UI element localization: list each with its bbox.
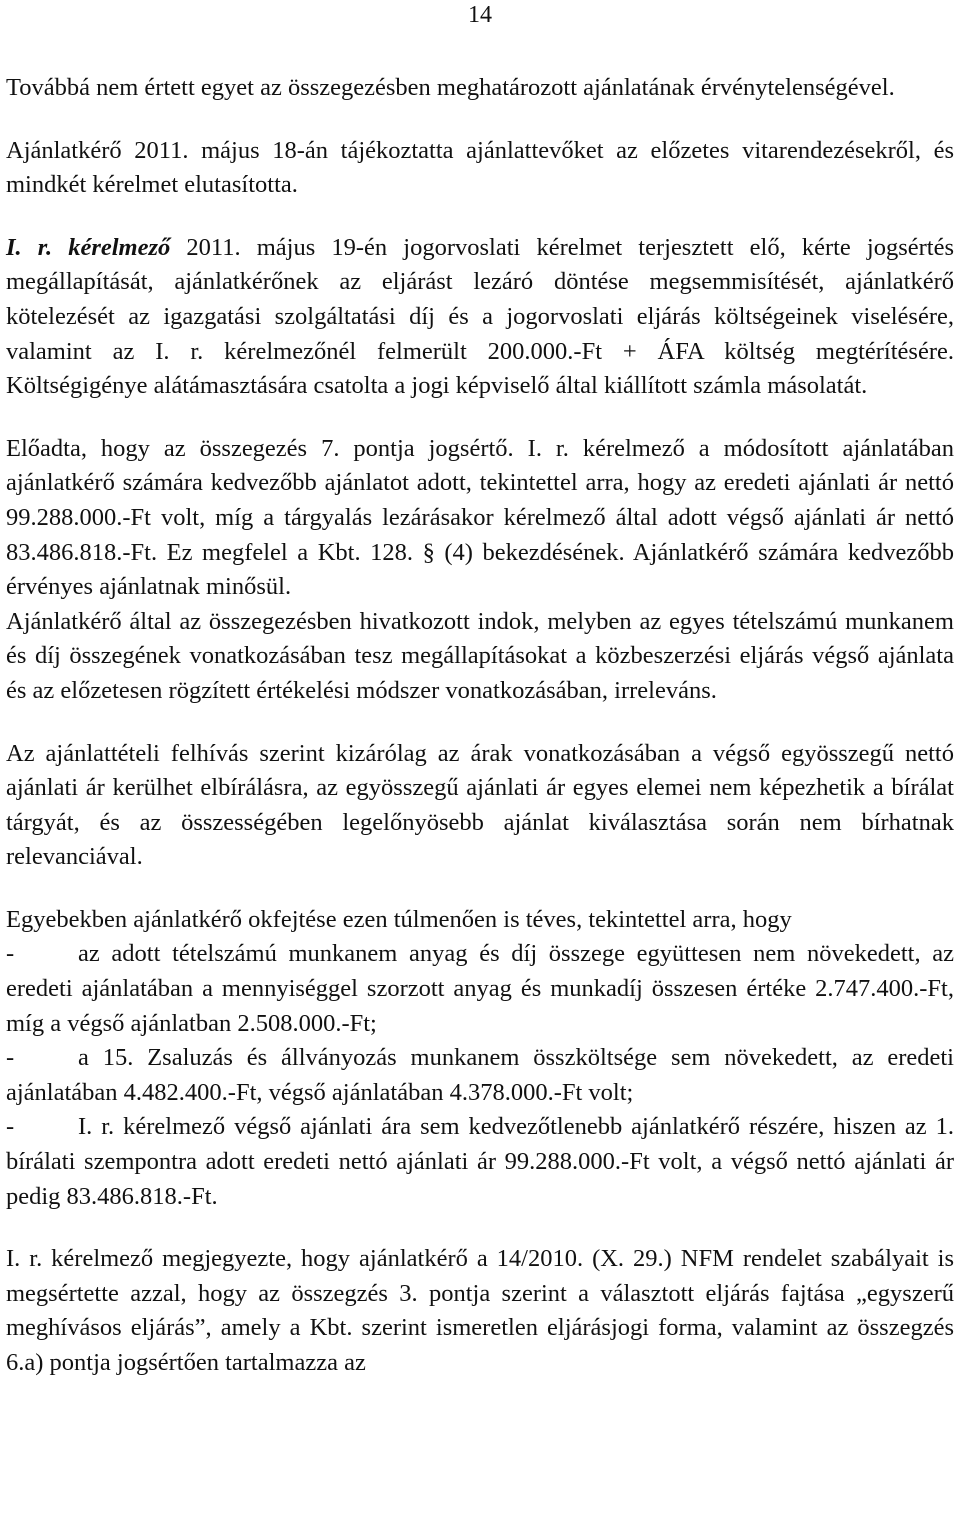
dash-marker: - (6, 940, 15, 968)
paragraph-6: Az ajánlattételi felhívás szerint kizárólag az árak vonatkozásában a végső egyösszegű nettó ajánlati ár kerülhet elbírálásra, az egyösszegű ajánlati ár egyes elemei nem képezhetik a bírálat tárgyát, és az összességében legelőnyösebb ajánlat kiválasztása során nem bírhatnak relevanciával. (6, 739, 954, 871)
dash-marker: - (6, 1044, 15, 1072)
list-item-text: I. r. kérelmező végső ajánlati ára sem kedvezőtlenebb ajánlatkérő részére, hiszen az 1. bírálati szempontra adott eredeti nettó ajánlati ár 99.288.000.-Ft volt, a végső nettó ajánlati ár pedig 83.486.818.-Ft. (6, 1113, 954, 1210)
list-item (6, 937, 954, 1041)
dash-marker: - (6, 1113, 15, 1141)
party-label: I. r. kérelmező (6, 233, 171, 261)
list-item (6, 1110, 954, 1214)
paragraph-5: Ajánlatkérő által az összegezésben hivatkozott indok, melyben az egyes tételszámú munkanem és díj összegének vonatkozásában tesz megállapításokat a közbeszerzési eljárás végső ajánlata és az előzetesen rögzített értékelési módszer vonatkozásában, irreleváns. (6, 607, 954, 704)
list-item-text: a 15. Zsaluzás és állványozás munkanem összköltsége sem növekedett, az eredeti ajánlatában 4.482.400.-Ft, végső ajánlatában 4.378.000.-Ft volt; (6, 1044, 954, 1106)
paragraph-7: Egyebekben ajánlatkérő okfejtése ezen túlmenően is téves, tekintettel arra, hogy (6, 905, 792, 933)
paragraph-2: Ajánlatkérő 2011. május 18-án tájékoztatta ajánlattevőket az előzetes vitarendezésekről, és mindkét kérelmet elutasította. (6, 136, 954, 199)
page-number: 14 (468, 2, 492, 28)
paragraph-1: Továbbá nem értett egyet az összegezésben meghatározott ajánlatának érvénytelenségével. (6, 74, 895, 101)
paragraph-3-text: 2011. május 19-én jogorvoslati kérelmet terjesztett elő, kérte jogsértés megállapítását, ajánlatkérőnek az eljárást lezáró döntése megsemmisítését, ajánlatkérő kötelezését az igazgatási szolgáltatási díj és a jogorvoslati eljárás költségeinek viselésére, valamint az I. r. kérelmezőnél felmerült 200.000.-Ft + ÁFA költség megtérítésére. Költségigénye alátámasztására csatolta a jogi képviselő által kiállított számla másolatát. (6, 233, 954, 400)
paragraph-8: I. r. kérelmező megjegyezte, hogy ajánlatkérő a 14/2010. (X. 29.) NFM rendelet szabályait is megsértette azzal, hogy az összegzés 3. pontja szerint a választott eljárás fajtása „egyszerű meghívásos eljárás”, amely a Kbt. szerint ismeretlen eljárásjogi forma, valamint az összegzés 6.a) pontja jogsértően tartalmazza az (6, 1245, 954, 1376)
list-item-text: az adott tételszámú munkanem anyag és díj összege együttesen nem növekedett, az eredeti ajánlatában a mennyiséggel szorzott anyag és munkadíj összesen értéke 2.747.400.-Ft, míg a végső ajánlatban 2.508.000.-Ft; (6, 940, 954, 1037)
document-body (6, 71, 954, 1381)
list-item (6, 1041, 954, 1110)
paragraph-3 (6, 231, 954, 404)
paragraph-4: Előadta, hogy az összegezés 7. pontja jogsértő. I. r. kérelmező a módosított ajánlatában ajánlatkérő számára kedvezőbb ajánlatot adott, tekintettel arra, hogy az eredeti ajánlati ár nettó 99.288.000.-Ft volt, míg a tárgyalás lezárásakor kérelmező által adott végső ajánlati ár nettó 83.486.818.-Ft. Ez megfelel a Kbt. 128. § (4) bekezdésének. Ajánlatkérő számára kedvezőbb érvényes ajánlatnak minősül. (6, 434, 954, 601)
